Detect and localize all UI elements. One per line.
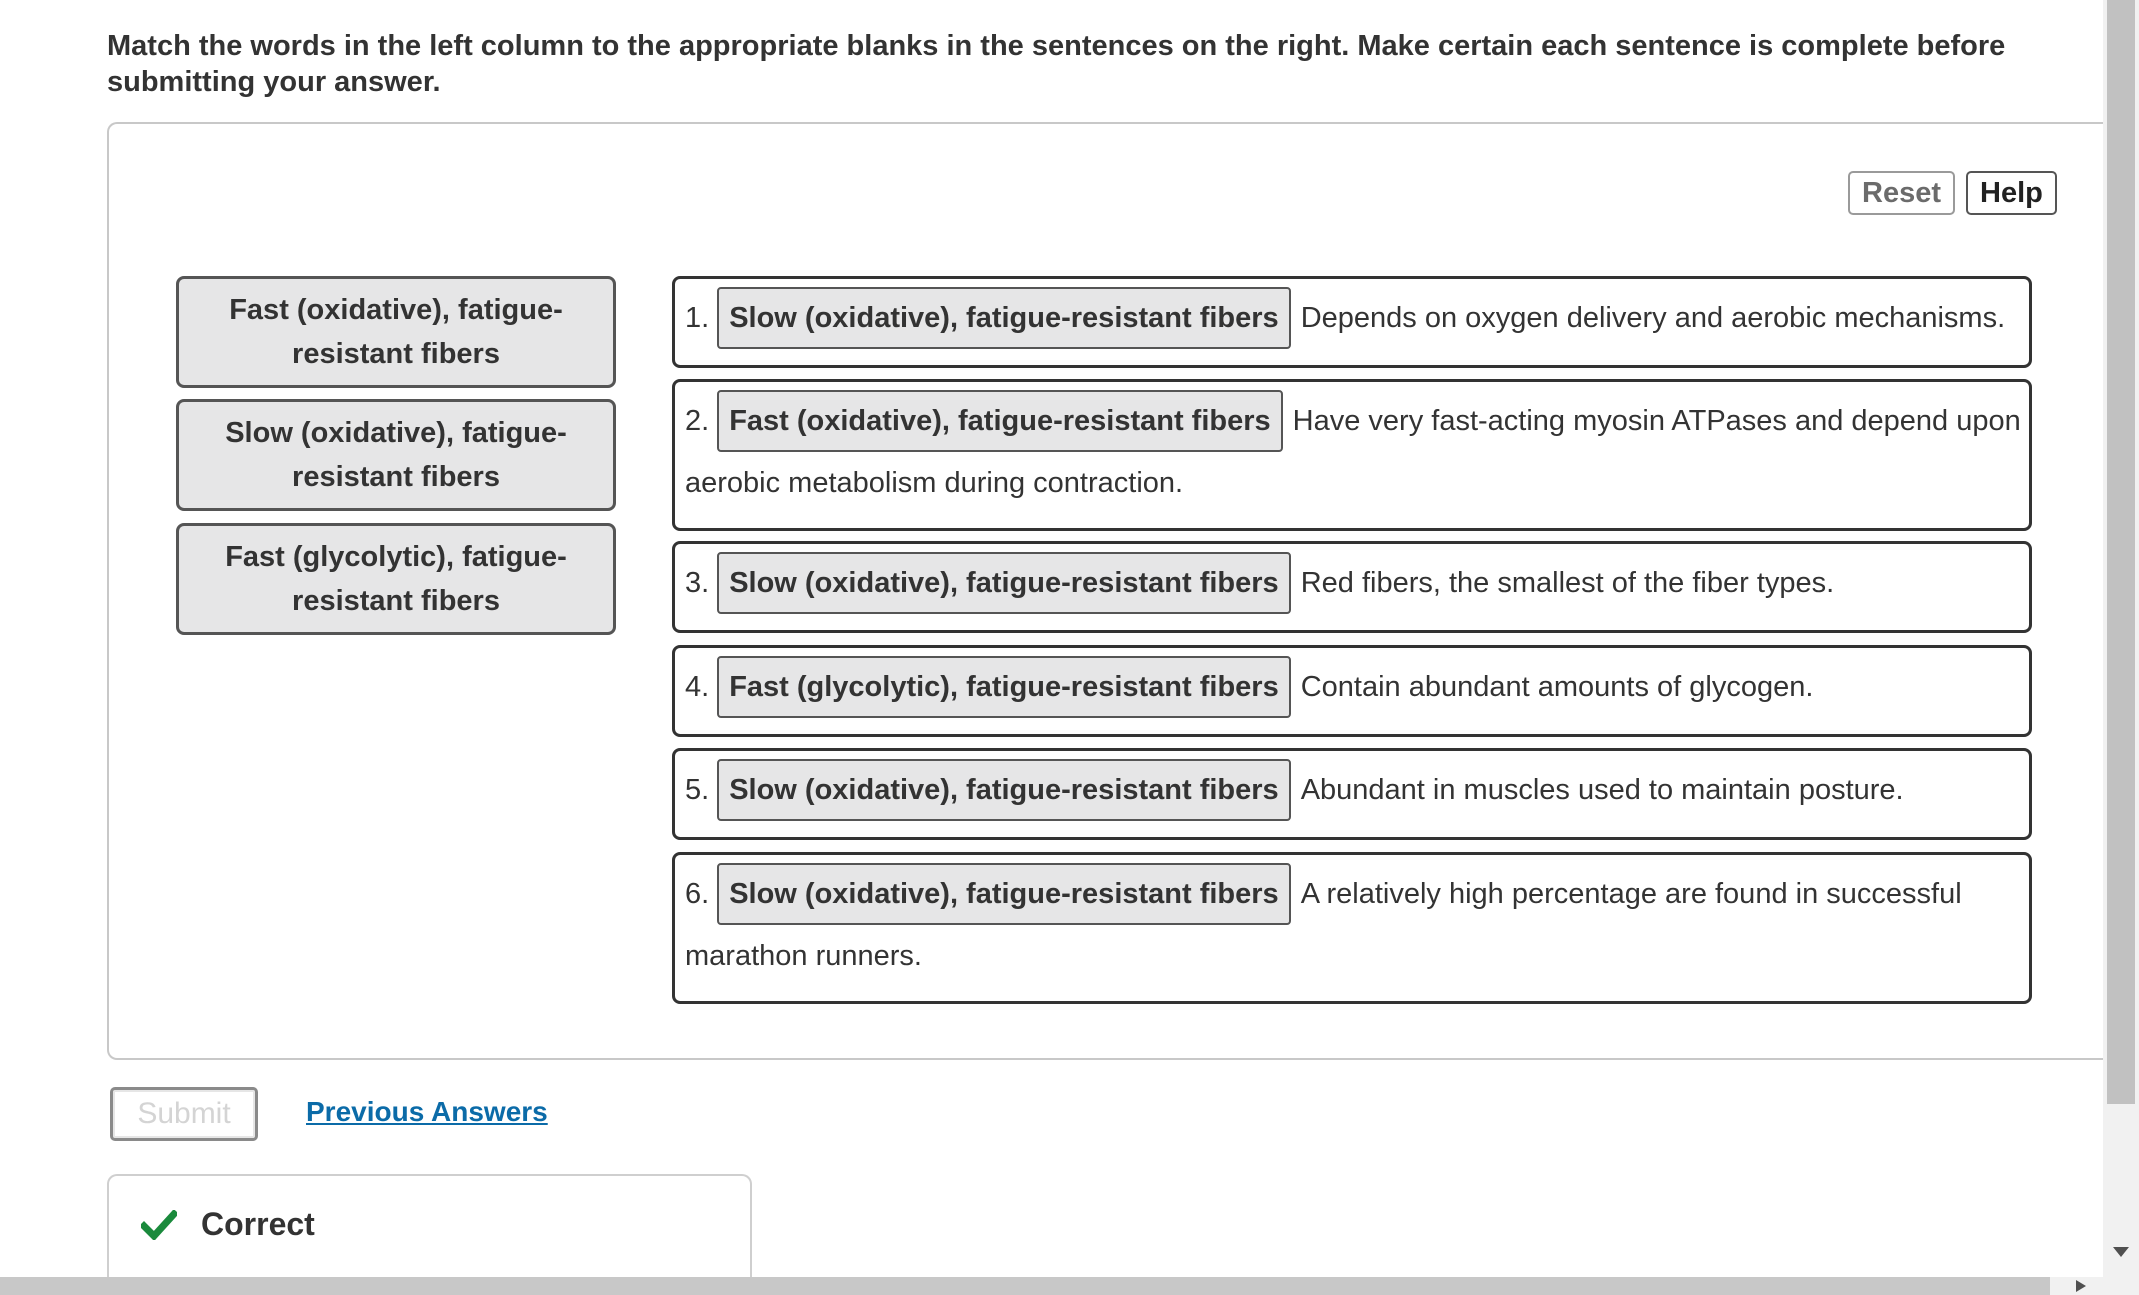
drop-target-filled[interactable]: Slow (oxidative), fatigue-resistant fibers <box>717 759 1291 821</box>
vertical-scrollbar[interactable] <box>2103 0 2139 1277</box>
sentence-number: 2. <box>685 405 710 437</box>
feedback-box <box>107 1174 752 1278</box>
help-button[interactable]: Help <box>1966 171 2057 215</box>
source-tile-slow-oxidative[interactable]: Slow (oxidative), fatigue-resistant fibers <box>176 399 616 511</box>
drop-target-filled[interactable]: Slow (oxidative), fatigue-resistant fibers <box>717 863 1291 925</box>
sentence-number: 6. <box>685 878 710 910</box>
sentence-number: 3. <box>685 567 710 599</box>
previous-answers-link[interactable]: Previous Answers <box>306 1096 548 1127</box>
scrollbar-thumb[interactable] <box>2107 0 2135 1104</box>
sentence-number: 4. <box>685 671 710 703</box>
drop-target-filled[interactable]: Slow (oxidative), fatigue-resistant fibers <box>717 552 1291 614</box>
drop-target-filled[interactable]: Slow (oxidative), fatigue-resistant fibers <box>717 287 1291 349</box>
sentence-text: Contain abundant amounts of glycogen. <box>1300 671 1814 703</box>
sentence-6 <box>672 852 2032 1004</box>
checkmark-icon <box>141 1210 177 1240</box>
source-tile-fast-oxidative[interactable]: Fast (oxidative), fatigue-resistant fibers <box>176 276 616 388</box>
submit-button[interactable]: Submit <box>110 1087 258 1141</box>
sentence-text: Red fibers, the smallest of the fiber types. <box>1300 567 1835 599</box>
sentence-number: 5. <box>685 774 710 806</box>
sentence-text: Abundant in muscles used to maintain posture. <box>1300 774 1904 806</box>
sentence-4 <box>672 645 2032 737</box>
sentence-5 <box>672 748 2032 840</box>
drop-target-filled[interactable]: Fast (oxidative), fatigue-resistant fibers <box>717 390 1282 452</box>
scroll-right-arrow-icon[interactable] <box>2076 1280 2086 1292</box>
drop-target-filled[interactable]: Fast (glycolytic), fatigue-resistant fibers <box>717 656 1291 718</box>
instructions-text: Match the words in the left column to the appropriate blanks in the sentences on the right. Make certain each sentence is complete before submitting your answer. <box>107 30 2006 98</box>
sentence-text: Have very fast-acting myosin ATPases and depend upon aerobic metabolism during contraction. <box>685 405 2021 499</box>
sentence-number: 1. <box>685 302 710 334</box>
source-tile-fast-glycolytic[interactable]: Fast (glycolytic), fatigue-resistant fibers <box>176 523 616 635</box>
feedback-status: Correct <box>201 1206 315 1242</box>
sentence-1 <box>672 276 2032 368</box>
sentence-3 <box>672 541 2032 633</box>
scroll-down-arrow-icon[interactable] <box>2113 1247 2129 1259</box>
reset-button[interactable]: Reset <box>1848 171 1955 215</box>
sentence-2 <box>672 379 2032 531</box>
scrollbar-corner <box>2050 1277 2139 1295</box>
sentence-text: Depends on oxygen delivery and aerobic mechanisms. <box>1300 302 2006 334</box>
horizontal-scrollbar[interactable] <box>0 1277 2139 1295</box>
sentence-text: A relatively high percentage are found in successful marathon runners. <box>685 878 1962 972</box>
